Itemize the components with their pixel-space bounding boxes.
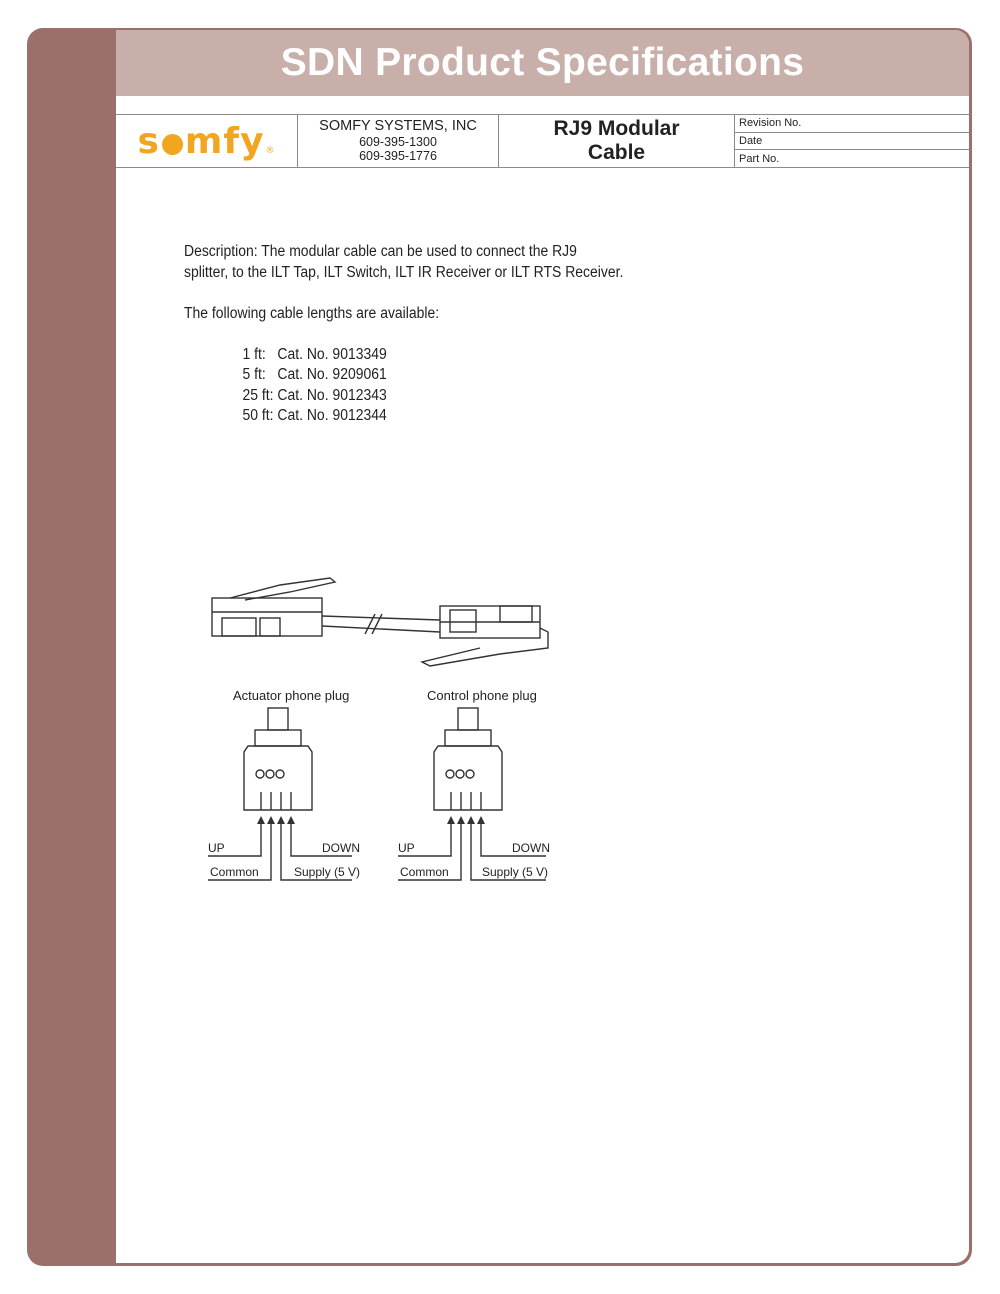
right-up-label: UP [398,841,415,855]
right-supply-label: Supply (5 V) [482,865,549,879]
company-phone-2: 609-395-1776 [359,149,437,164]
company-cell [298,115,499,167]
spec-header [116,114,969,168]
right-common-label: Common [400,865,449,879]
cable-diagram [200,570,560,890]
right-down-label: DOWN [512,841,550,855]
product-cell [499,115,735,167]
revision-field: Revision No. [735,115,969,133]
logo-cell [116,115,298,167]
cable-illustration [212,578,548,666]
left-supply-label: Supply (5 V) [294,865,361,879]
actuator-plug-arrows [257,816,295,824]
lengths-intro: The following cable lengths are available: [184,304,440,322]
length-item: 25 ft: Cat. No. 9012343 [242,386,387,404]
description-line-2: splitter, to the ILT Tap, ILT Switch, ILT IR Receiver or ILT RTS Receiver. [184,263,624,281]
company-phone-1: 609-395-1300 [359,134,437,149]
somfy-logo: s mfy ® [137,120,276,162]
banner [116,30,969,96]
length-item: 50 ft: Cat. No. 9012344 [242,407,387,424]
part-no-field: Part No. [739,152,780,165]
left-up-label: UP [208,841,225,855]
control-plug-arrows [447,816,485,824]
left-common-label: Common [210,865,259,879]
product-title-line1: RJ9 Modular [553,116,680,140]
meta-cell [735,115,969,167]
lengths-list [243,345,689,427]
left-down-label: DOWN [322,841,360,855]
length-item: 5 ft: Cat. No. 9209061 [242,366,387,383]
logo-registered-mark: ® [265,145,276,156]
description-line-1: Description: The modular cable can be used to connect the RJ9 [184,243,577,260]
date-field: Date [735,133,969,151]
product-title-line2: Cable [587,141,646,164]
right-plug-label: Control phone plug [427,688,537,703]
left-plug-label: Actuator phone plug [233,688,350,703]
description-block [184,242,688,427]
company-name: SOMFY SYSTEMS, INC [319,118,477,135]
banner-title: SDN Product Specifications [280,41,805,84]
length-item: 1 ft: Cat. No. 9013349 [242,345,387,363]
